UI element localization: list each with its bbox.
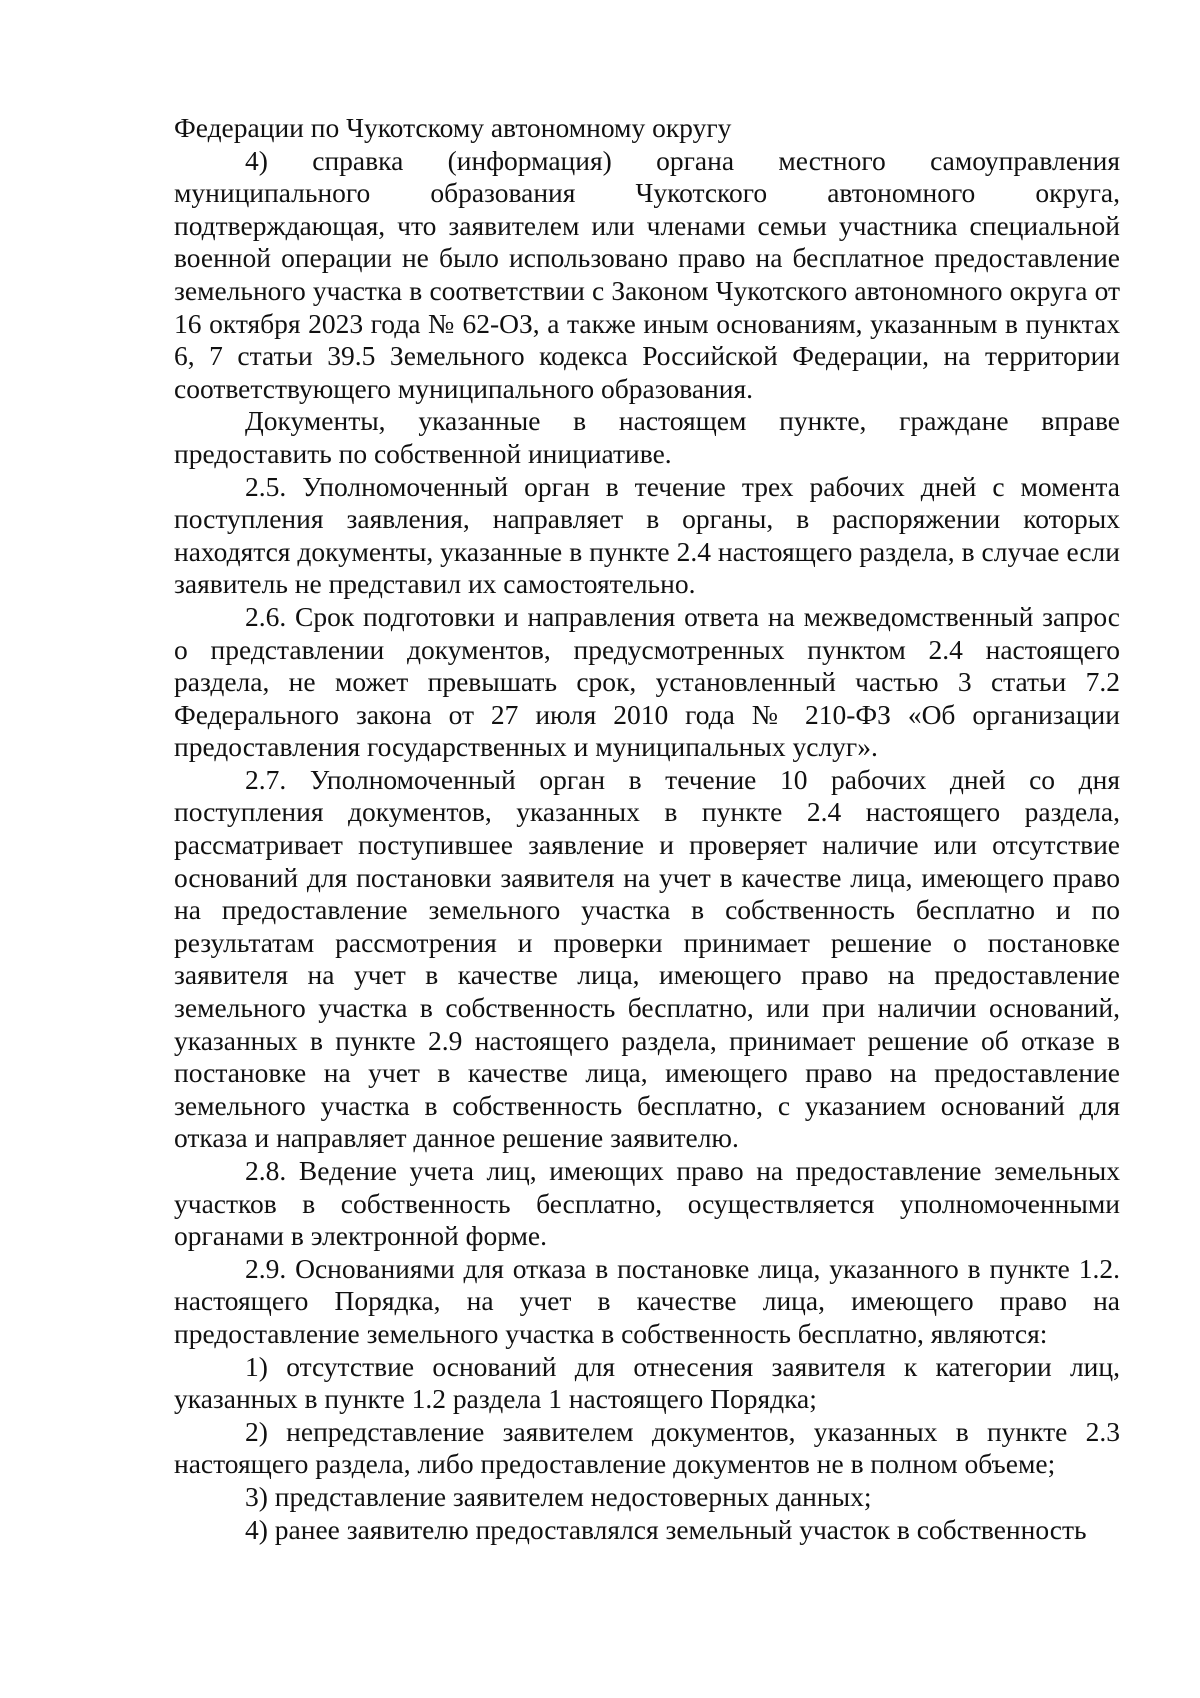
paragraph-2-8: 2.8. Ведение учета лиц, имеющих право на предоставление земельных участков в собственность бесплатно, осуществляется уполномоченными органами в электронной форме. xyxy=(174,1155,1120,1252)
paragraph-reason-1: 1) отсутствие оснований для отнесения заявителя к категории лиц, указанных в пункте 1.2 раздела 1 настоящего Порядка; xyxy=(174,1350,1120,1415)
paragraph-item-4-certificate: 4) справка (информация) органа местного самоуправления муниципального образования Чукотского автономного округа, подтверждающая, что заявителем или членами семьи участника специальной военной операции не было использовано право на бесплатное предоставление земельного участка в соответствии с Законом Чукотского автономного округа от 16 октября 2023 года № 62-ОЗ, а также иным основаниям, указанным в пунктах 6, 7 статьи 39.5 Земельного кодекса Российской Федерации, на территории соответствующего муниципального образования. xyxy=(174,144,1120,404)
document-page xyxy=(174,112,1120,1546)
paragraph-reason-3: 3) представление заявителем недостоверных данных; xyxy=(245,1480,872,1512)
paragraph-2-5: 2.5. Уполномоченный орган в течение трех рабочих дней с момента поступления заявления, направляет в органы, в распоряжении которых находятся документы, указанные в пункте 2.4 настоящего раздела, в случае если заявитель не представил их самостоятельно. xyxy=(174,470,1120,600)
paragraph-reason-2: 2) непредставление заявителем документов, указанных в пункте 2.3 настоящего раздела, либо предоставление документов не в полном объеме; xyxy=(174,1415,1120,1480)
paragraph-continuation: Федерации по Чукотскому автономному округу xyxy=(174,112,732,143)
paragraph-2-9: 2.9. Основаниями для отказа в постановке лица, указанного в пункте 1.2. настоящего Порядка, на учет в качестве лица, имеющего право на предоставление земельного участка в собственность бесплатно, являются: xyxy=(174,1252,1120,1349)
paragraph-2-6: 2.6. Срок подготовки и направления ответа на межведомственный запрос о представлении документов, предусмотренных пунктом 2.4 настоящего раздела, не может превышать срок, установленный частью 3 статьи 7.2 Федерального закона от 27 июля 2010 года № 210-ФЗ «Об организации предоставления государственных и муниципальных услуг». xyxy=(174,600,1120,763)
paragraph-reason-4: 4) ранее заявителю предоставлялся земельный участок в собственность xyxy=(245,1513,1087,1545)
paragraph-documents-initiative: Документы, указанные в настоящем пункте, граждане вправе предоставить по собственной инициативе. xyxy=(174,405,1120,469)
paragraph-2-7: 2.7. Уполномоченный орган в течение 10 рабочих дней со дня поступления документов, указанных в пункте 2.4 настоящего раздела, рассматривает поступившее заявление и проверяет наличие или отсутствие оснований для постановки заявителя на учет в качестве лица, имеющего право на предоставление земельного участка в собственность бесплатно и по результатам рассмотрения и проверки принимает решение о постановке заявителя на учет в качестве лица, имеющего право на предоставление земельного участка в собственность бесплатно, или при наличии оснований, указанных в пункте 2.9 настоящего раздела, принимает решение об отказе в постановке на учет в качестве лица, имеющего право на предоставление земельного участка в собственность бесплатно, с указанием оснований для отказа и направляет данное решение заявителю. xyxy=(174,763,1120,1154)
